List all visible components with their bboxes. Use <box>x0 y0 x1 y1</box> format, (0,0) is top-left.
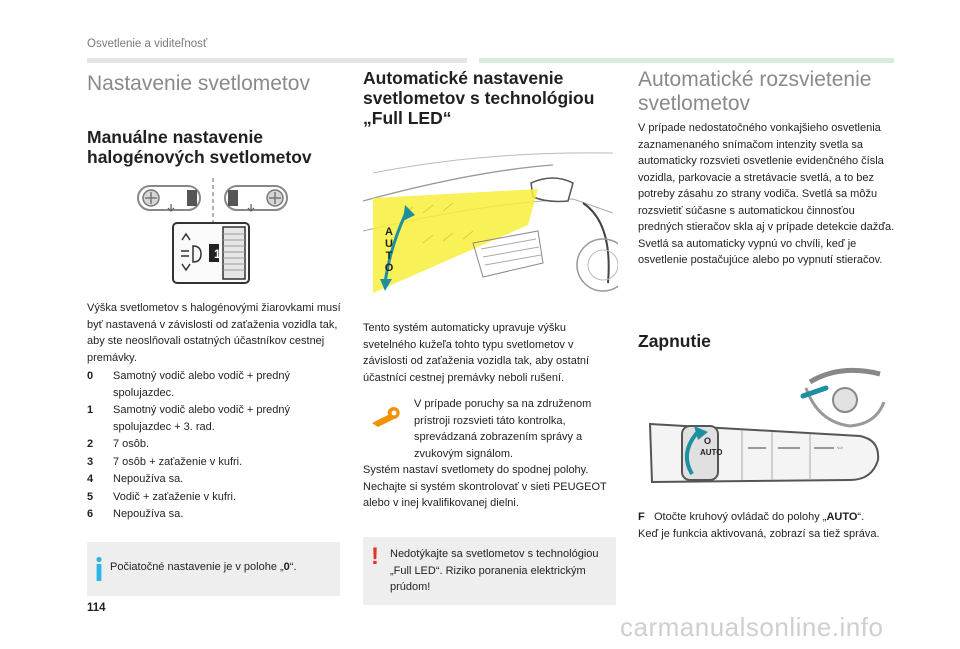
bullet-icon: F <box>638 511 645 523</box>
stalk-auto-label: AUTO <box>700 448 723 457</box>
wheel <box>577 239 618 291</box>
svg-text:⇔: ⇔ <box>835 442 845 453</box>
steering-wheel-icon <box>138 186 200 211</box>
list-item-text: Nepoužíva sa. <box>113 473 184 485</box>
header-rule-left <box>87 58 467 63</box>
system-behavior-paragraph: Systém nastaví svetlomety do spodnej polohy. Nechajte si systém skontrolovať v sieti PEUGEOT alebo v inej kvalifikovanej dielni. <box>363 464 607 509</box>
instr-line2: Keď je funkcia aktivovaná, zobrazí sa tiež správa. <box>638 527 880 540</box>
page-number: 114 <box>87 602 106 614</box>
full-led-paragraph: Tento systém automaticky upravuje výšku svetelného kužeľa tohto typu svetlometov v závislosti od zaťaženia vozidla tak, aby ostatní účastníci cestnej premávky neboli rušení. <box>363 322 590 384</box>
info-icon <box>94 556 104 582</box>
section-header: Osvetlenie a viditeľnosť <box>87 38 208 50</box>
list-item <box>87 471 342 488</box>
auto-letter: U <box>385 238 393 250</box>
steering-wheel-icon <box>803 370 884 426</box>
auto-letter: A <box>385 226 393 238</box>
list-item-number: 3 <box>87 455 94 468</box>
note-prefix: Počiatočné nastavenie je v polohe „ <box>110 561 284 573</box>
full-led-headlamp-illustration <box>363 143 618 301</box>
fault-warning-text: V prípade poruchy sa na združenom prístroji rozsvieti táto kontrolka, sprevádzaná zobrazením správy a zvukovým signálom. <box>414 398 592 460</box>
warning-exclamation-icon: ! <box>371 543 379 570</box>
list-item-number: 6 <box>87 508 94 520</box>
header-rule-right <box>479 58 894 63</box>
instr-value: AUTO <box>826 511 858 523</box>
lighting-stalk-illustration <box>640 362 895 494</box>
height-adjust-illustration <box>135 178 295 290</box>
manual-adjust-paragraph: Výška svetlometov s halogénovými žiarovkami musí byť nastavená v závislosti od zaťaženia vozidla tak, aby ste neoslňovali ostatných účastníkov cestnej premávky. <box>87 302 341 364</box>
light-beam <box>373 189 538 293</box>
switch-on-instruction <box>638 509 896 542</box>
list-item <box>87 436 342 453</box>
auto-lighting-paragraph: V prípade nedostatočného vonkajšieho osvetlenia zaznamenaného snímačom intenzity svetla sa automaticky rozsvieti osvetlenie evidenčného čísla vozidla, parkovacie a stretávacie svetlá, a to bez potreby zásahu zo strany vodiča. Svetlá sa môžu rozsvietiť súčasne s automatickou činnosťou predných stieračov skla aj v prípade detekcie dažďa. Svetlá sa automaticky vypnú vo chvíli, keď je osvetlenie postačujúce alebo po vypnutí stieračov. <box>638 122 895 266</box>
stalk-o-label: O <box>704 436 712 446</box>
list-item-text: Samotný vodič alebo vodič + predný spolujazdec. <box>113 370 291 399</box>
note-value: 0 <box>283 561 290 573</box>
control-position-label: 1 <box>214 247 221 261</box>
height-adjust-control <box>173 223 249 283</box>
list-item <box>87 402 342 435</box>
list-item <box>87 454 342 471</box>
light-stalk <box>650 424 878 482</box>
initial-setting-note <box>110 559 335 576</box>
danger-note-text: Nedotýkajte sa svetlometov s technológiou „Full LED“. Riziko poranenia elektrickým prúdom! <box>390 548 599 593</box>
auto-letter: O <box>384 262 394 274</box>
list-item-text: 7 osôb + zaťaženie v kufri. <box>113 455 243 468</box>
instr-suffix: “. <box>857 511 865 523</box>
wrench-warning-icon <box>370 405 402 429</box>
list-item-number: 4 <box>87 473 94 485</box>
list-item <box>87 489 342 506</box>
list-item-number: 2 <box>87 438 94 450</box>
list-item <box>87 368 342 401</box>
subsection-title-manual: Manuálne nastavenie halogénových svetlometov <box>87 127 312 167</box>
list-item-number: 1 <box>87 404 94 416</box>
title-line: „Full LED“ <box>363 108 452 128</box>
section-title-headlamp-adjustment: Nastavenie svetlometov <box>87 72 310 95</box>
subsection-title-full-led <box>363 68 623 128</box>
load-positions-list <box>87 368 342 524</box>
list-item <box>87 506 342 523</box>
list-item-text: Samotný vodič alebo vodič + predný spolujazdec + 3. rad. <box>113 404 291 433</box>
watermark: carmanualsonline.info <box>620 612 884 642</box>
auto-vertical-label <box>382 226 396 274</box>
instr-prefix: Otočte kruhový ovládač do polohy „ <box>654 511 827 523</box>
title-line: svetlometov s technológiou <box>363 88 595 108</box>
list-item-text: Nepoužíva sa. <box>113 508 184 520</box>
steering-wheel-icon <box>225 186 287 211</box>
note-suffix: “. <box>289 561 297 573</box>
list-item-text: 7 osôb. <box>113 438 150 450</box>
section-title-auto-lighting: Automatické rozsvietenie svetlometov <box>638 68 872 115</box>
list-item-number: 0 <box>87 370 94 382</box>
subsection-title-switching-on: Zapnutie <box>638 331 711 351</box>
list-item-text: Vodič + zaťaženie v kufri. <box>113 490 237 503</box>
title-line: Automatické nastavenie <box>363 68 564 88</box>
auto-letter: T <box>385 250 393 262</box>
list-item-number: 5 <box>87 490 94 503</box>
